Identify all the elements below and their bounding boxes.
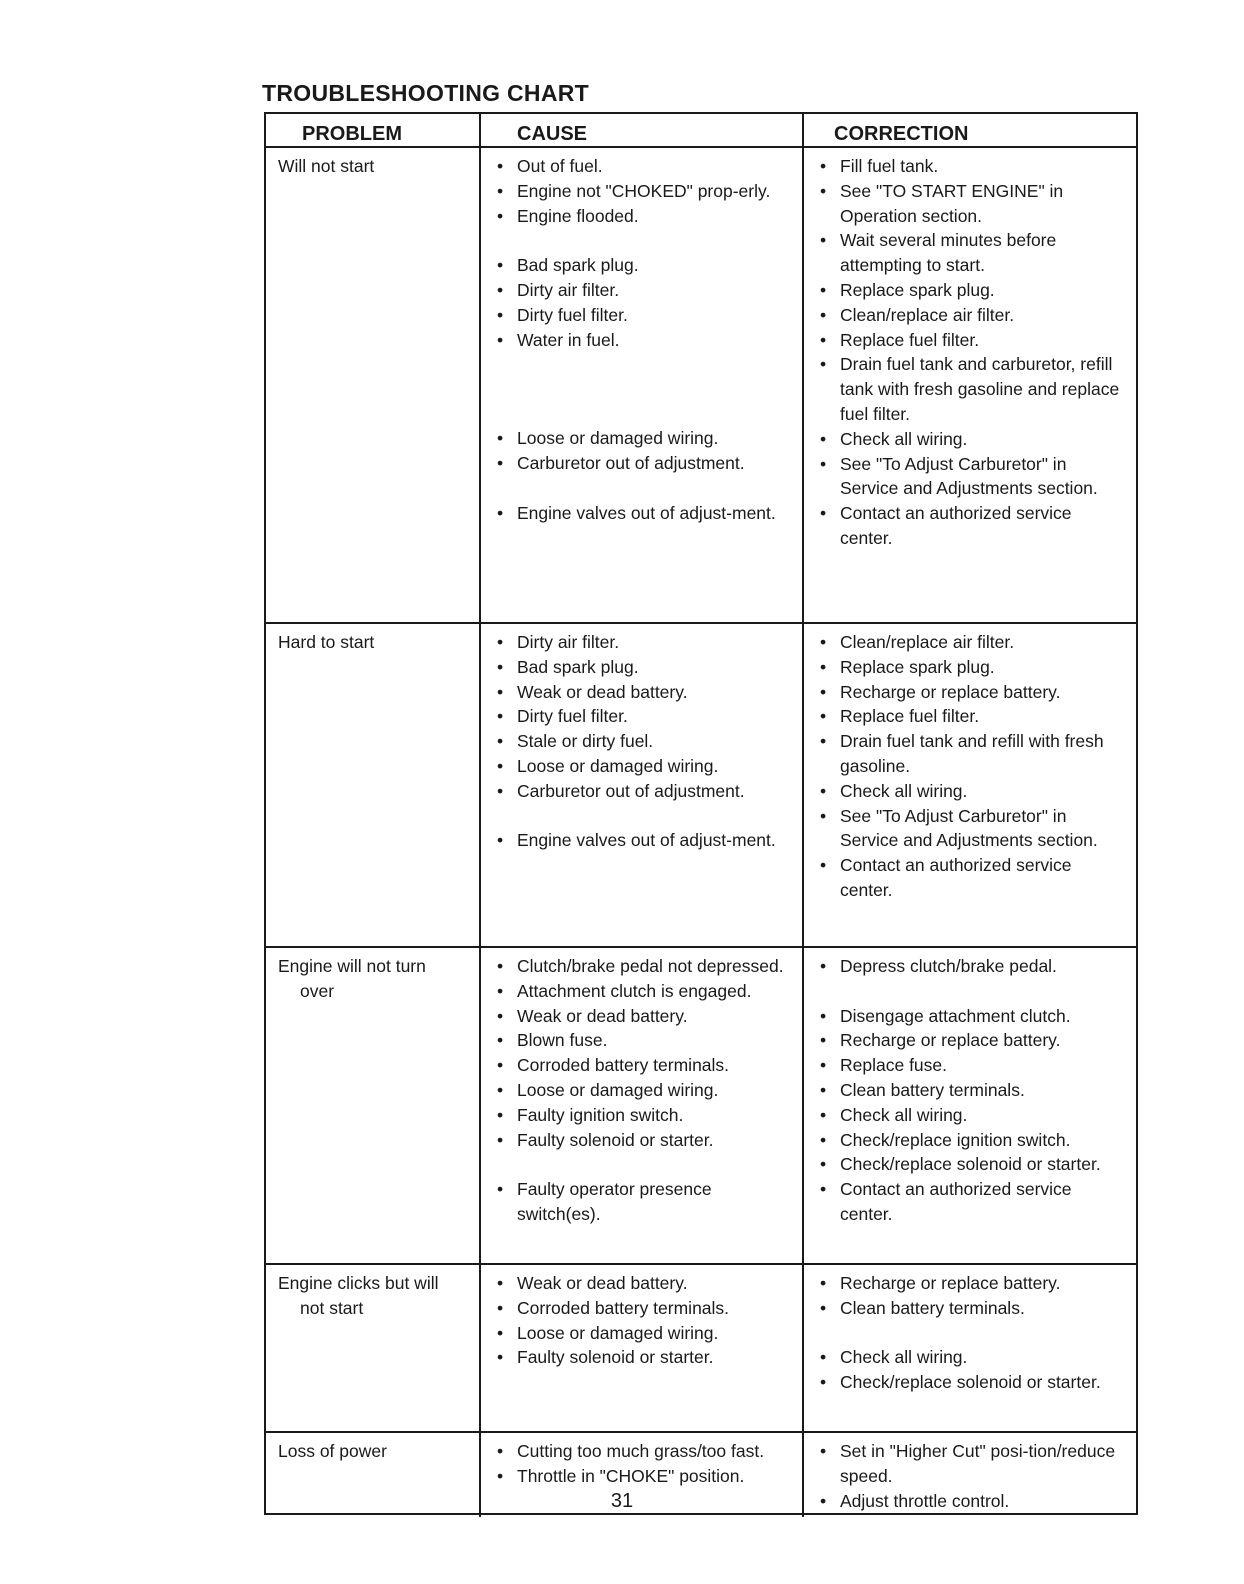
problem-cell — [266, 948, 481, 1263]
correction-item: • Contact an authorized service center. — [814, 501, 1128, 551]
correction-item: • Check/replace ignition switch. — [814, 1128, 1128, 1153]
table-row — [266, 948, 1136, 1265]
cause-item: • Loose or damaged wiring. — [491, 1078, 794, 1103]
problem-text: Engine clicks but will — [278, 1273, 439, 1293]
cause-item: • Faulty solenoid or starter. — [491, 1128, 794, 1153]
problem-text: over — [300, 980, 335, 1001]
problem-cell — [266, 148, 481, 622]
correction-item: • Recharge or replace battery. — [814, 1028, 1128, 1053]
cause-item: • Loose or damaged wiring. — [491, 1321, 794, 1346]
cause-item: • Dirty fuel filter. — [491, 704, 794, 729]
correction-cell — [804, 624, 1136, 946]
correction-item: • Recharge or replace battery. — [814, 1271, 1128, 1296]
correction-item: • Set in "Higher Cut" posi-tion/reduce speed. — [814, 1439, 1128, 1489]
problem-text: Engine will not turn — [278, 956, 426, 976]
cause-item: • Dirty air filter. — [491, 278, 794, 303]
correction-item: • Replace spark plug. — [814, 278, 1128, 303]
cause-item: • Carburetor out of adjustment. — [491, 451, 794, 476]
correction-item: • See "To Adjust Carburetor" in Service and Adjustments section. — [814, 452, 1128, 502]
problem-text: Will not start — [278, 156, 375, 176]
correction-cell — [804, 148, 1136, 622]
correction-item: • Contact an authorized service center. — [814, 853, 1128, 903]
correction-item: • Drain fuel tank and refill with fresh gasoline. — [814, 729, 1128, 779]
cause-item: • Bad spark plug. — [491, 253, 794, 278]
cause-item: • Faulty operator presence switch(es). — [491, 1177, 794, 1227]
correction-item: • Replace fuel filter. — [814, 328, 1128, 353]
cause-item: • Water in fuel. — [491, 328, 794, 353]
cause-cell — [481, 148, 804, 622]
correction-item: • Contact an authorized service center. — [814, 1177, 1128, 1227]
cause-item: • Faulty ignition switch. — [491, 1103, 794, 1128]
cause-item: • Weak or dead battery. — [491, 1271, 794, 1296]
correction-item: • Depress clutch/brake pedal. — [814, 954, 1128, 979]
correction-item: • Recharge or replace battery. — [814, 680, 1128, 705]
cause-item: • Engine flooded. — [491, 204, 794, 229]
problem-cell — [266, 1265, 481, 1431]
cause-item: • Engine valves out of adjust-ment. — [491, 501, 794, 526]
correction-item: • Check all wiring. — [814, 1345, 1128, 1370]
cause-item: • Loose or damaged wiring. — [491, 754, 794, 779]
correction-item: • Clean battery terminals. — [814, 1296, 1128, 1321]
correction-item: • Drain fuel tank and carburetor, refill tank with fresh gasoline and replace fuel filter. — [814, 352, 1128, 426]
table-row — [266, 1265, 1136, 1433]
table-header — [266, 114, 1136, 148]
correction-item: • Clean/replace air filter. — [814, 630, 1128, 655]
header-problem: PROBLEM — [266, 114, 481, 148]
page-number: 31 — [610, 1490, 634, 1512]
correction-cell — [804, 948, 1136, 1263]
troubleshooting-table — [264, 112, 1138, 1515]
cause-cell — [481, 624, 804, 946]
cause-cell — [481, 948, 804, 1263]
correction-item: • See "To Adjust Carburetor" in Service and Adjustments section. — [814, 804, 1128, 854]
cause-item: • Stale or dirty fuel. — [491, 729, 794, 754]
cause-item: • Dirty air filter. — [491, 630, 794, 655]
table-row — [266, 148, 1136, 624]
cause-item: • Bad spark plug. — [491, 655, 794, 680]
cause-item: • Faulty solenoid or starter. — [491, 1345, 794, 1370]
cause-item: • Weak or dead battery. — [491, 1004, 794, 1029]
cause-item: • Carburetor out of adjustment. — [491, 779, 794, 804]
correction-item: • Check all wiring. — [814, 427, 1128, 452]
header-correction: CORRECTION — [804, 114, 1136, 148]
cause-cell — [481, 1265, 804, 1431]
problem-text: Loss of power — [278, 1441, 387, 1461]
correction-item: • Clean battery terminals. — [814, 1078, 1128, 1103]
cause-item: • Throttle in "CHOKE" position. — [491, 1464, 794, 1489]
problem-text: not start — [300, 1297, 364, 1318]
correction-cell — [804, 1265, 1136, 1431]
table-row — [266, 624, 1136, 948]
correction-item: • Adjust throttle control. — [814, 1489, 1128, 1514]
correction-item: • Check/replace solenoid or starter. — [814, 1152, 1128, 1177]
cause-item: • Blown fuse. — [491, 1028, 794, 1053]
correction-item: • Check/replace solenoid or starter. — [814, 1370, 1128, 1395]
cause-item: • Engine not "CHOKED" prop-erly. — [491, 179, 794, 204]
correction-item: • Replace fuse. — [814, 1053, 1128, 1078]
cause-item: • Attachment clutch is engaged. — [491, 979, 794, 1004]
cause-item: • Loose or damaged wiring. — [491, 426, 794, 451]
correction-item: • Disengage attachment clutch. — [814, 1004, 1128, 1029]
correction-item: • Check all wiring. — [814, 779, 1128, 804]
cause-item: • Out of fuel. — [491, 154, 794, 179]
correction-item: • Wait several minutes before attempting to start. — [814, 228, 1128, 278]
cause-item: • Cutting too much grass/too fast. — [491, 1439, 794, 1464]
correction-item: • Clean/replace air filter. — [814, 303, 1128, 328]
chart-title: TROUBLESHOOTING CHART — [262, 80, 590, 106]
correction-item: • Check all wiring. — [814, 1103, 1128, 1128]
cause-item: • Weak or dead battery. — [491, 680, 794, 705]
cause-item: • Corroded battery terminals. — [491, 1296, 794, 1321]
cause-item: • Dirty fuel filter. — [491, 303, 794, 328]
correction-item: • Fill fuel tank. — [814, 154, 1128, 179]
problem-cell — [266, 624, 481, 946]
correction-item: • Replace spark plug. — [814, 655, 1128, 680]
problem-text: Hard to start — [278, 632, 375, 652]
cause-item: • Engine valves out of adjust-ment. — [491, 828, 794, 853]
header-cause: CAUSE — [481, 114, 804, 148]
cause-item: • Corroded battery terminals. — [491, 1053, 794, 1078]
correction-item: • See "TO START ENGINE" in Operation section. — [814, 179, 1128, 229]
correction-item: • Replace fuel filter. — [814, 704, 1128, 729]
cause-item: • Clutch/brake pedal not depressed. — [491, 954, 794, 979]
